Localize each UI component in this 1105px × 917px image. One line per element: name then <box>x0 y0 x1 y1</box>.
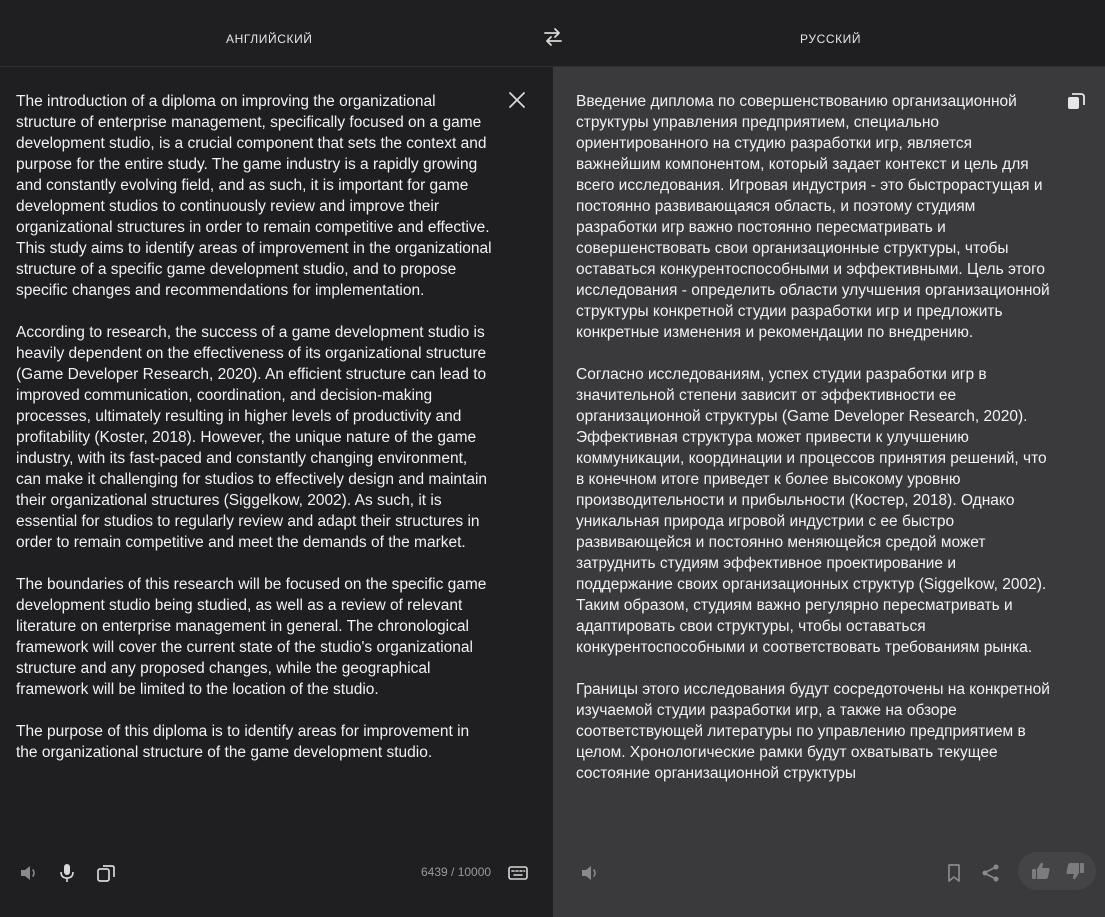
voice-input-button[interactable] <box>56 862 78 884</box>
copy-translation-button[interactable] <box>1067 92 1085 110</box>
share-button[interactable] <box>980 862 1002 884</box>
source-paragraph: The introduction of a diploma on improving the organizational structure of enterprise management, specifically focused on a game development studio, is a crucial component that sets the context and purpose for the entire study. The game industry is a rapidly growing and constantly evolving field, and as such, it is important for game development studios to continuously review and improve their organizational structures in order to remain competitive and effective. This study aims to identify areas of improvement in the organizational structure of a specific game development studio, and to propose specific changes and recommendations for implementation. <box>16 93 492 299</box>
translation-output <box>576 91 1052 822</box>
source-pane <box>0 67 553 917</box>
thumbs-up-icon <box>1030 860 1052 882</box>
translation-pane <box>553 67 1105 917</box>
keyboard-icon <box>507 862 529 884</box>
listen-source-button[interactable] <box>18 862 40 884</box>
speaker-icon <box>579 862 601 884</box>
translation-paragraph: Границы этого исследования будут сосредоточены на конкретной изучаемой студии разработки игр, а также на обзоре соответствующей литературы по управлению предприятием в целом. Хронологические рамки будут охватывать текущее состояние организационной структуры <box>576 681 1050 782</box>
bookmark-button[interactable] <box>943 862 965 884</box>
character-counter: 6439 / 10000 <box>421 865 492 879</box>
listen-translation-button[interactable] <box>579 862 601 884</box>
swap-icon <box>542 26 564 48</box>
source-paragraph: The boundaries of this research will be focused on the specific game development studio being studied, as well as a review of relevant literature on enterprise management in general. The chronological framework will cover the current state of the studio's organizational structure and any proposed changes, while the geographical framework will be limited to the location of the studio. <box>16 576 487 698</box>
swap-languages-button[interactable] <box>542 26 564 48</box>
translation-paragraph: Согласно исследованиям, успех студии разработки игр в значительной степени зависит от эффективности ее организационной структуры (Game Developer Research, 2020). Эффективная структура может привести к улучшению коммуникации, координации и процессов принятия решений, что в конечном итоге приведет к более высокому уровню производительности и прибыльности (Костер, 2018). Однако уникальная природа игровой индустрии с ее быстро развивающейся и постоянно меняющейся средой может затруднить студиям эффективное проектирование и поддержание своих организационных структур (Siggelkow, 2002). Таким образом, студиям важно регулярно пересматривать и адаптировать свои структуры, чтобы оставаться конкурентоспособными и соответствовать требованиям рынка. <box>576 366 1047 656</box>
clear-text-button[interactable] <box>508 91 526 109</box>
language-bar <box>0 0 1105 67</box>
speaker-icon <box>18 862 40 884</box>
rating-group <box>1018 852 1096 890</box>
thumbs-down-icon <box>1064 860 1086 882</box>
source-paragraph: According to research, the success of a game development studio is heavily dependent on the effectiveness of its organizational structure (Game Developer Research, 2020). An efficient structure can lead to improved communication, coordination, and decision-making processes, ultimately resulting in higher levels of productivity and profitability (Koster, 2018). However, the unique nature of the game industry, with its fast-paced and constantly changing environment, can make it challenging for studios to effectively design and maintain their organizational structures (Siggelkow, 2002). As such, it is essential for studios to regularly review and adapt their structures in order to remain competitive and meet the demands of the market. <box>16 324 488 551</box>
target-language-selector[interactable]: РУССКИЙ <box>800 32 862 46</box>
copy-icon <box>95 862 117 884</box>
dislike-translation-button[interactable] <box>1064 860 1086 882</box>
source-paragraph: The purpose of this diploma is to identify areas for improvement in the organizational structure of the game development studio. <box>16 723 470 761</box>
translation-paragraph: Введение диплома по совершенствованию организационной структуры управления предприятием, специально ориентированного на студию разработки игр, является важнейшим компонентом, который задает контекст и цель для всего исследования. Игровая индустрия - это быстрорастущая и постоянно развивающаяся область, и поэтому студиям разработки игр важно постоянно пересматривать и совершенствовать свои организационные структуры, чтобы оставаться конкурентоспособными и эффективными. Цель этого исследования - определить области улучшения организационной структуры конкретной студии разработки игр и предложить конкретные изменения и рекомендации по внедрению. <box>576 93 1050 341</box>
copy-source-button[interactable] <box>95 862 117 884</box>
microphone-icon <box>56 862 78 884</box>
share-icon <box>980 862 1002 884</box>
close-icon <box>508 91 526 109</box>
virtual-keyboard-button[interactable] <box>507 862 529 884</box>
source-text-input[interactable] <box>16 91 494 822</box>
source-language-selector[interactable]: АНГЛИЙСКИЙ <box>226 32 313 46</box>
bookmark-icon <box>943 862 965 884</box>
like-translation-button[interactable] <box>1030 860 1052 882</box>
copy-icon <box>1067 92 1085 110</box>
